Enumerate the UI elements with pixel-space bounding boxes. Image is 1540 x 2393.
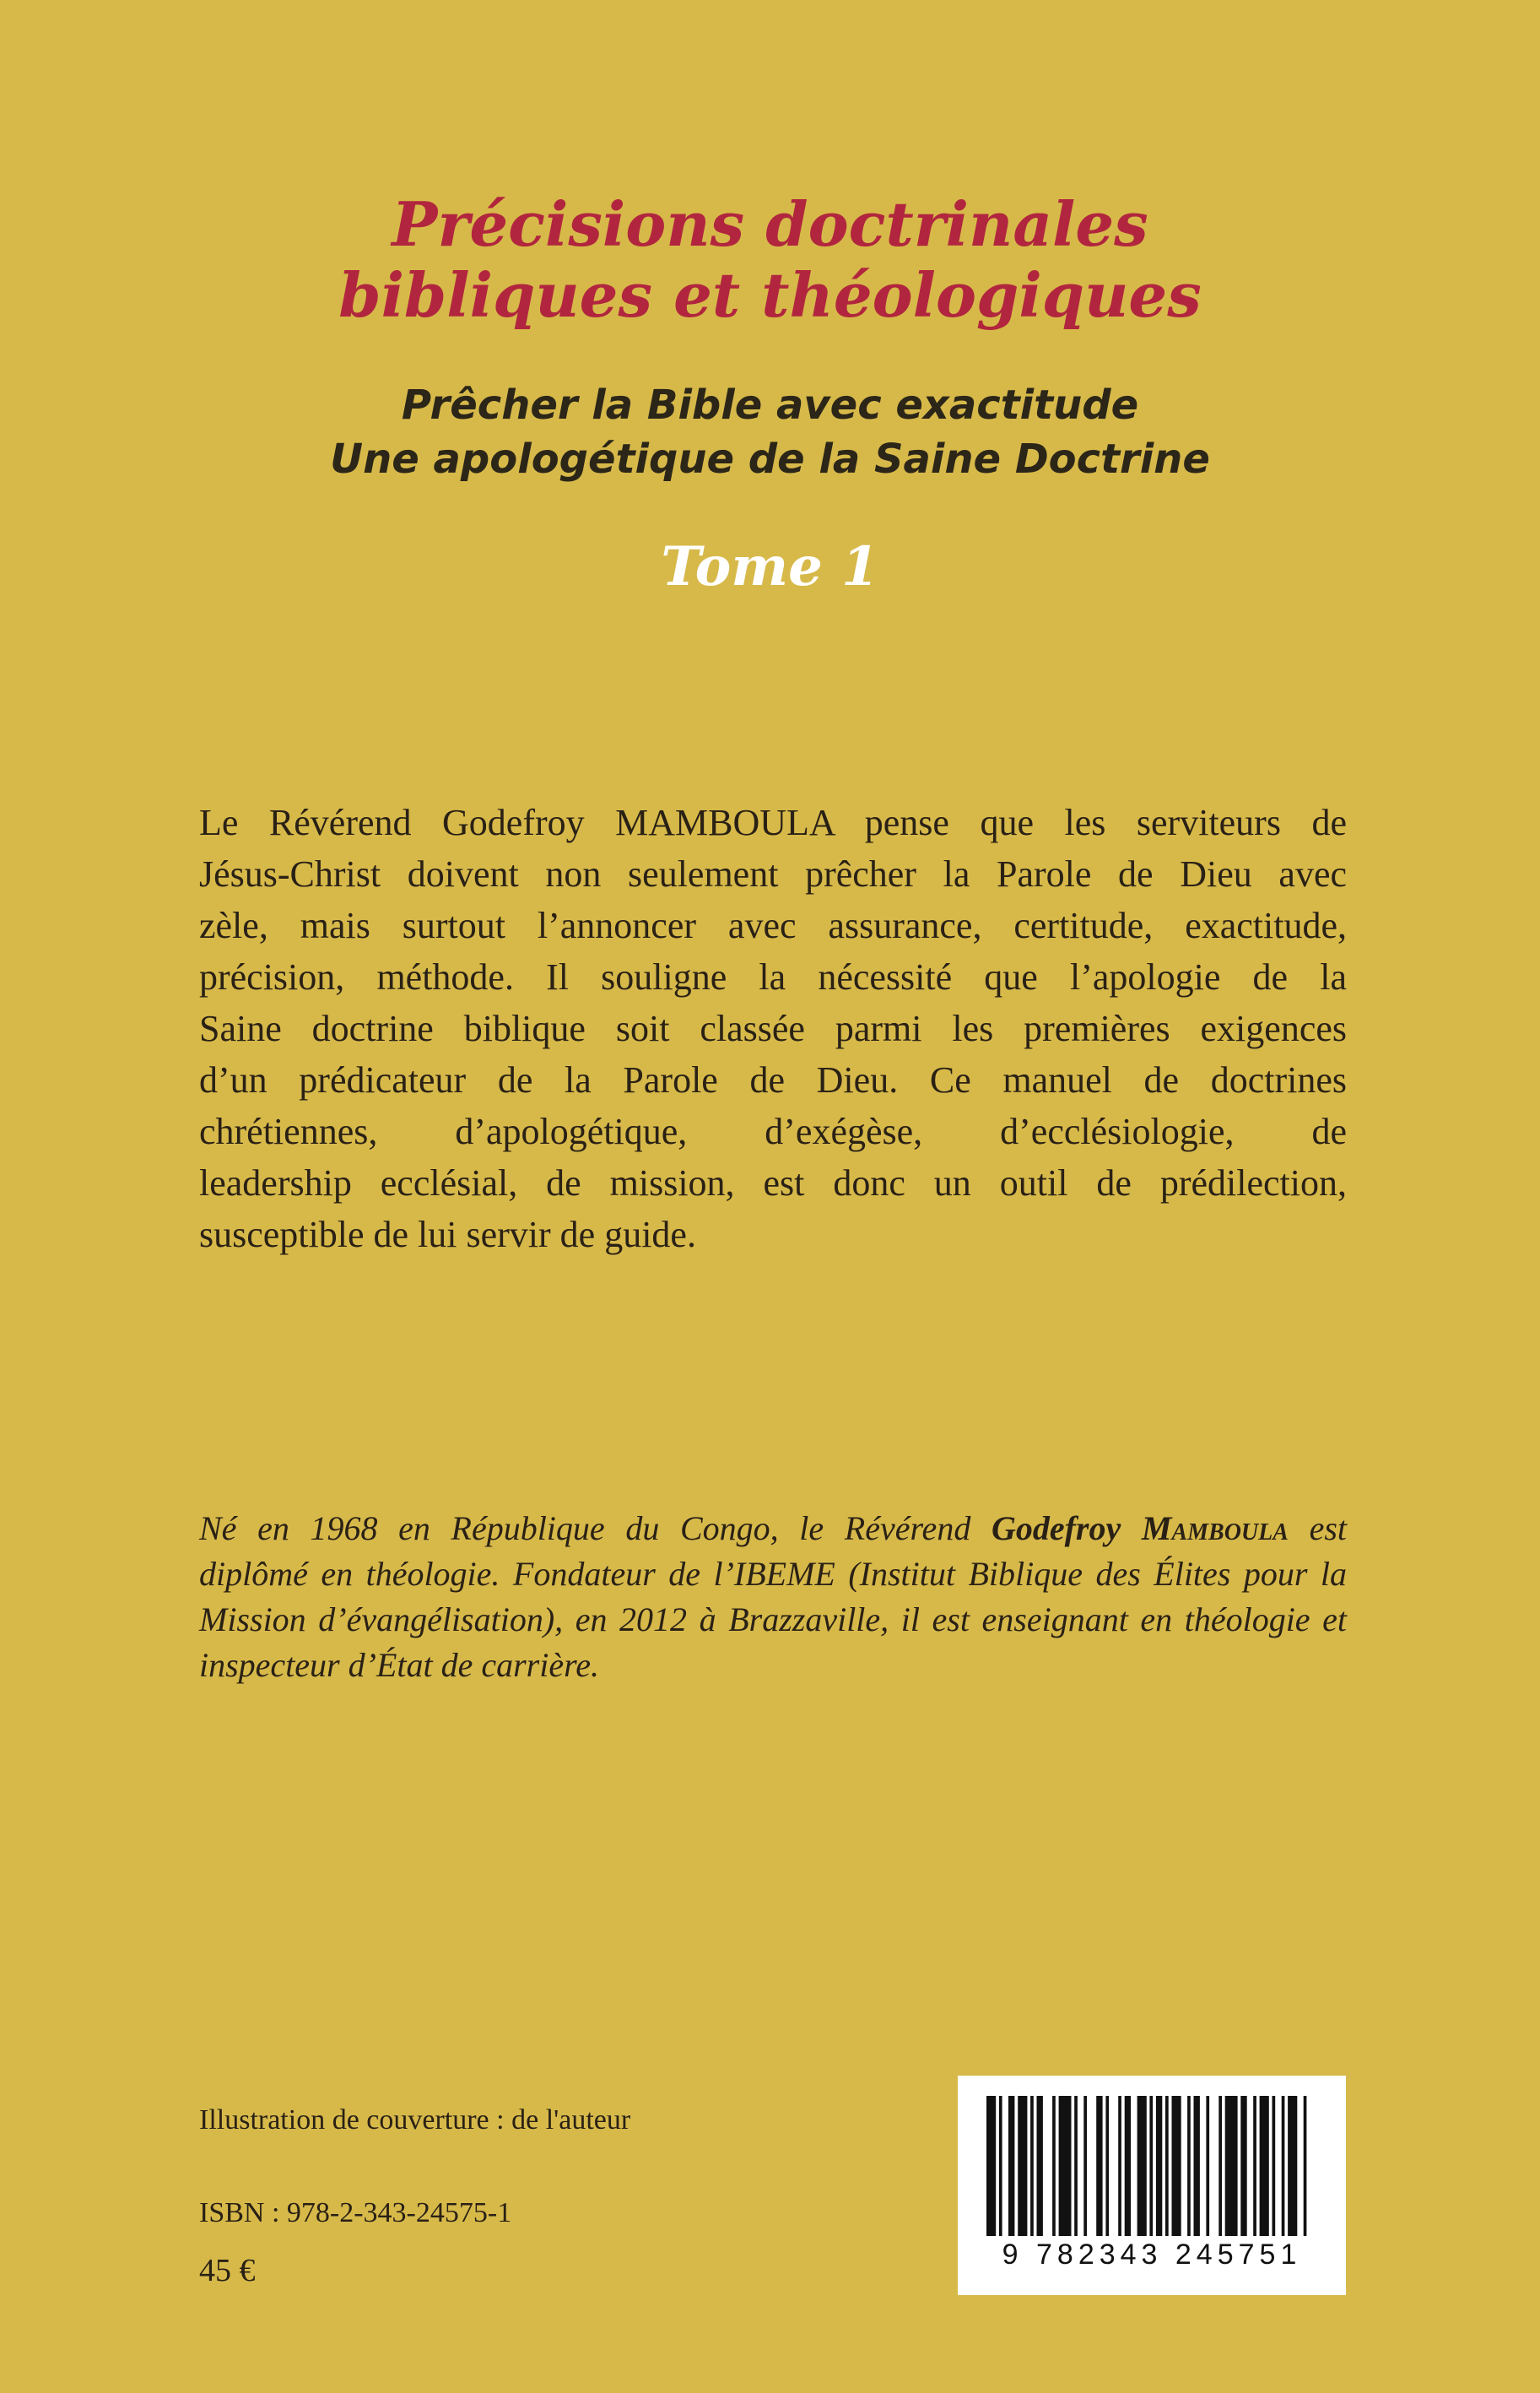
barcode-bar [1172,2096,1181,2236]
author-last-name: Mamboula [1141,1509,1289,1547]
summary-line: susceptible de lui servir de guide. [199,1214,696,1255]
book-subtitle-line-2: Une apologétique de la Saine Doctrine [330,436,1210,483]
barcode-bar [1260,2096,1269,2236]
summary-line: zèle, mais surtout l’annoncer avec assurance, certitude, exactitude, [199,905,1347,946]
barcode-bar [986,2096,996,2236]
barcode-bar [1008,2096,1014,2236]
summary-line: chrétiennes, d’apologétique, d’exégèse, d’ecclésiologie, de [199,1111,1347,1152]
barcode-bar [1030,2096,1034,2236]
summary-line: d’un prédicateur de la Parole de Dieu. Ce manuel de doctrines [199,1059,1347,1101]
summary-line: Jésus-Christ doivent non seulement prêcher la Parole de Dieu avec [199,853,1347,895]
barcode-bar [1288,2096,1297,2236]
summary-line: Le Révérend Godefroy MAMBOULA pense que les serviteurs de [199,802,1347,843]
summary-line: leadership ecclésial, de mission, est donc un outil de prédilection, [199,1162,1347,1204]
barcode-bar [1165,2096,1169,2236]
barcode-bar [1156,2096,1162,2236]
barcode-bar [1240,2096,1246,2236]
summary-paragraph [199,797,1347,1260]
barcode-bar [1037,2096,1043,2236]
barcode-bar [1018,2096,1027,2236]
bio-line: diplômé en théologie. Fondateur de l’IBEME (Institut Biblique des Élites pour la [199,1555,1347,1593]
bio-text: Né en 1968 en République du Congo, le Révérend [199,1509,971,1547]
cover-illustration-credit: Illustration de couverture : de l'auteur [199,2104,631,2136]
price: 45 € [199,2253,256,2288]
bio-line: Mission d’évangélisation), en 2012 à Brazzaville, il est enseignant en théologie et [199,1600,1347,1638]
book-title-line-1: Précisions doctrinales [392,188,1148,260]
barcode-bar [1187,2096,1191,2236]
author-bio [199,1506,1347,1688]
barcode-bar [1083,2096,1087,2236]
bio-text: est [1309,1509,1347,1547]
barcode-bar [1304,2096,1307,2236]
isbn: ISBN : 978-2-343-24575-1 [199,2197,512,2228]
barcode-bar [1218,2096,1222,2236]
barcode-bar [1194,2096,1200,2236]
barcode-bar [1074,2096,1078,2236]
barcode-bar [1137,2096,1147,2236]
book-title-line-2: bibliques et théologiques [338,259,1202,331]
bio-line: inspecteur d’État de carrière. [199,1646,599,1684]
barcode-bar [1273,2096,1276,2236]
barcode-bar [1105,2096,1109,2236]
barcode-bar [1282,2096,1285,2236]
barcode-bar [1096,2096,1102,2236]
barcode-bar [1206,2096,1209,2236]
volume-label: Tome 1 [661,535,879,598]
barcode [958,2076,1346,2295]
barcode-bar [999,2096,1002,2236]
summary-line: Saine doctrine biblique soit classée parmi les premières exigences [199,1008,1347,1049]
barcode-bar [1059,2096,1072,2236]
barcode-bar [1225,2096,1238,2236]
barcode-bar [1149,2096,1153,2236]
bio-line [199,1506,1347,1551]
book-subtitle-line-1: Prêcher la Bible avec exactitude [401,382,1139,429]
barcode-bar [1052,2096,1056,2236]
barcode-bar [1118,2096,1121,2236]
barcode-digits: 9 782343 245751 [1002,2239,1302,2271]
summary-line: précision, méthode. Il souligne la nécessité que l’apologie de la [199,956,1347,998]
barcode-bar [1253,2096,1256,2236]
barcode-bar [1125,2096,1131,2236]
author-first-name: Godefroy [991,1509,1121,1547]
